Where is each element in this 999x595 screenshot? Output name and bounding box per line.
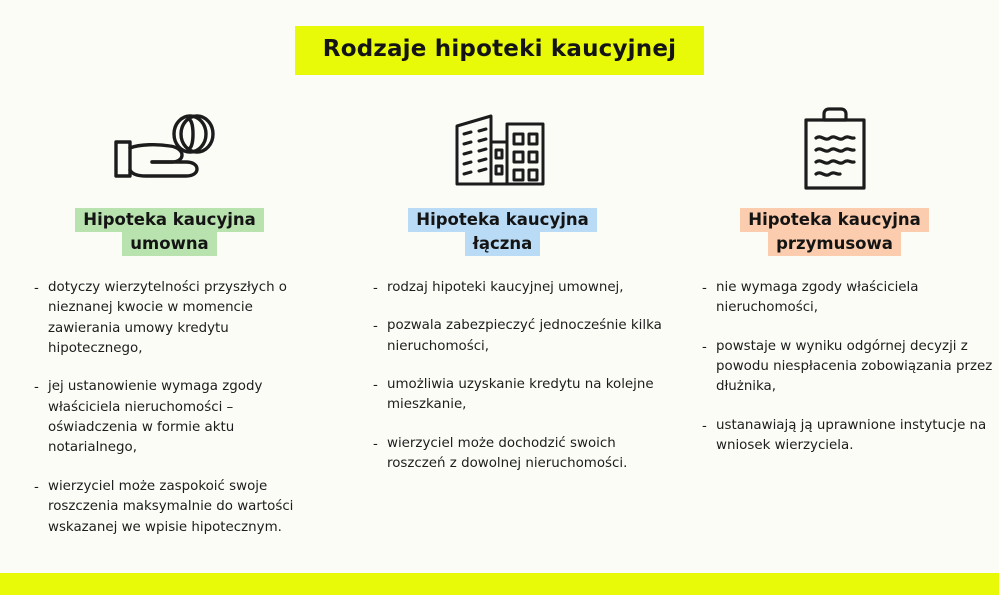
heading-line-2: umowna <box>122 232 216 256</box>
list-item <box>702 416 995 457</box>
list-item <box>34 278 325 360</box>
list-item <box>34 377 325 459</box>
bullet-marker: - <box>373 318 378 335</box>
list-item <box>373 316 664 357</box>
column-przymusowa <box>666 100 999 538</box>
bullet-marker: - <box>373 435 378 452</box>
bullet-marker: - <box>702 417 707 434</box>
bottom-accent-bar <box>0 573 999 595</box>
bullet-marker: - <box>702 279 707 296</box>
bullet-marker: - <box>34 379 39 396</box>
list-item-text: jej ustanowienie wymaga zgody właściciela nieruchomości – oświadczenia w formie aktu notarialnego, <box>48 379 263 456</box>
list-item-text: umożliwia uzyskanie kredytu na kolejne mieszkanie, <box>387 377 654 413</box>
list-item-text: ustanawiają ją uprawnione instytucje na wniosek wierzyciela. <box>716 417 987 454</box>
bullet-list-umowna <box>24 278 333 538</box>
page-title: Rodzaje hipoteki kaucyjnej <box>295 26 704 75</box>
list-item-text: dotyczy wierzytelności przyszłych o nieznanej kwocie w momencie zawierania umowy kredytu hipotecznego, <box>48 279 288 356</box>
bullet-marker: - <box>34 279 39 296</box>
list-item-text: wierzyciel może zaspokoić swoje roszczenia maksymalnie do wartości wskazanej we wpisie hipotecznym. <box>48 478 294 535</box>
column-heading-przymusowa <box>740 208 928 256</box>
columns-container <box>0 100 999 538</box>
hand-holding-coin-icon <box>106 100 234 200</box>
title-container <box>0 26 999 75</box>
list-item-text: nie wymaga zgody właściciela nieruchomości, <box>716 279 919 316</box>
list-item <box>373 278 664 299</box>
clipboard-document-icon <box>790 100 880 200</box>
list-item-text: powstaje w wyniku odgórnej decyzji z powodu niespłacenia zobowiązania przez dłużnika, <box>716 338 993 395</box>
list-item <box>34 477 325 538</box>
column-laczna <box>333 100 666 538</box>
list-item <box>373 434 664 475</box>
bullet-list-laczna <box>357 278 672 475</box>
buildings-icon <box>447 100 559 200</box>
bullet-marker: - <box>702 338 707 355</box>
bullet-marker: - <box>34 478 39 495</box>
bullet-marker: - <box>373 377 378 394</box>
list-item-text: rodzaj hipoteki kaucyjnej umownej, <box>387 279 624 295</box>
column-umowna <box>0 100 333 538</box>
list-item <box>702 278 995 319</box>
list-item-text: wierzyciel może dochodzić swoich roszczeń z dowolnej nieruchomości. <box>387 435 628 472</box>
bullet-list-przymusowa <box>688 278 999 457</box>
heading-line-1: Hipoteka kaucyjna <box>740 208 928 232</box>
heading-line-1: Hipoteka kaucyjna <box>408 208 596 232</box>
heading-line-2: przymusowa <box>768 232 901 256</box>
list-item <box>373 375 664 416</box>
heading-line-2: łączna <box>465 232 541 256</box>
column-heading-umowna <box>75 208 263 256</box>
heading-line-1: Hipoteka kaucyjna <box>75 208 263 232</box>
list-item <box>702 337 995 398</box>
bullet-marker: - <box>373 279 378 296</box>
column-heading-laczna <box>408 208 596 256</box>
list-item-text: pozwala zabezpieczyć jednocześnie kilka nieruchomości, <box>387 318 662 354</box>
